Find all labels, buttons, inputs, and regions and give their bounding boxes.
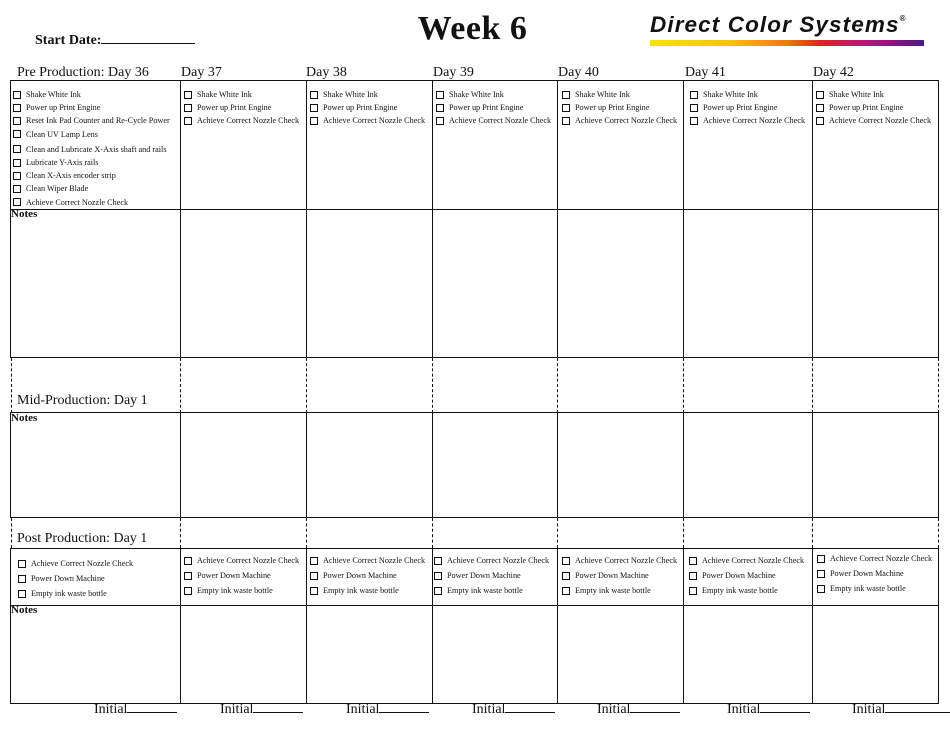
checkbox-icon[interactable]: [817, 570, 825, 578]
checkbox-icon[interactable]: [184, 91, 192, 99]
logo-color-bar: [650, 40, 924, 46]
checklist-item[interactable]: Shake White Ink: [690, 88, 805, 101]
checklist-item[interactable]: Power up Print Engine: [816, 101, 931, 114]
checklist-item[interactable]: Achieve Correct Nozzle Check: [18, 557, 133, 572]
day-header-37: Day 37: [181, 65, 222, 80]
checkbox-icon[interactable]: [690, 104, 698, 112]
checkbox-icon[interactable]: [689, 572, 697, 580]
post-checklist-day-1: [18, 557, 133, 601]
post-checklist-day-40: [562, 554, 677, 598]
checklist-item[interactable]: Shake White Ink: [816, 88, 931, 101]
checklist-item[interactable]: Power Down Machine: [184, 569, 299, 584]
checkbox-icon[interactable]: [434, 587, 442, 595]
notes-label-post: Notes: [11, 604, 38, 616]
checklist-item[interactable]: Power Down Machine: [689, 569, 804, 584]
checkbox-icon[interactable]: [816, 104, 824, 112]
checkbox-icon[interactable]: [13, 185, 21, 193]
post-checklist-day-41: [689, 554, 804, 598]
day-header-38: Day 38: [306, 65, 347, 80]
checkbox-icon[interactable]: [18, 560, 26, 568]
checklist-item[interactable]: Shake White Ink: [184, 88, 299, 101]
checklist-item[interactable]: Achieve Correct Nozzle Check: [689, 554, 804, 569]
initial-field-2[interactable]: Initial: [220, 701, 303, 718]
checklist-item[interactable]: Achieve Correct Nozzle Check: [434, 554, 549, 569]
initial-field-6[interactable]: Initial: [727, 701, 810, 718]
checkbox-icon[interactable]: [13, 172, 21, 180]
page-title: Week 6: [417, 10, 528, 47]
checklist-day-36: [13, 88, 170, 209]
checkbox-icon[interactable]: [13, 159, 21, 167]
post-production-label: Post Production: Day 1: [17, 531, 148, 546]
checklist-item[interactable]: Achieve Correct Nozzle Check: [310, 114, 425, 127]
checkbox-icon[interactable]: [690, 91, 698, 99]
day-header-36: Pre Production: Day 36: [17, 65, 149, 80]
checklist-item[interactable]: Power up Print Engine: [184, 101, 299, 114]
checkbox-icon[interactable]: [184, 587, 192, 595]
day-header-40: Day 40: [558, 65, 599, 80]
checkbox-icon[interactable]: [562, 587, 570, 595]
day-header-42: Day 42: [813, 65, 854, 80]
checkbox-icon[interactable]: [310, 557, 318, 565]
checklist-item[interactable]: Shake White Ink: [436, 88, 551, 101]
checkbox-icon[interactable]: [817, 585, 825, 593]
initial-field-7[interactable]: Initial: [852, 701, 950, 718]
checklist-item[interactable]: Achieve Correct Nozzle Check: [690, 114, 805, 127]
checklist-item[interactable]: Achieve Correct Nozzle Check: [436, 114, 551, 127]
checklist-item[interactable]: Empty ink waste bottle: [184, 584, 299, 599]
checklist-item[interactable]: Achieve Correct Nozzle Check: [562, 554, 677, 569]
company-logo: [650, 12, 935, 46]
checkbox-icon[interactable]: [562, 91, 570, 99]
checkbox-icon[interactable]: [13, 117, 21, 125]
initial-field-4[interactable]: Initial: [472, 701, 555, 718]
checklist-day-37: [184, 88, 299, 128]
logo-wordmark: Direct Color Systems®: [650, 12, 906, 37]
checkbox-icon[interactable]: [562, 572, 570, 580]
checklist-day-40: [562, 88, 677, 128]
checklist-item[interactable]: Power up Print Engine: [690, 101, 805, 114]
checklist-item[interactable]: Reset Ink Pad Counter and Re-Cycle Power: [13, 114, 170, 127]
checkbox-icon[interactable]: [184, 117, 192, 125]
post-checklist-day-42: [817, 552, 932, 596]
checkbox-icon[interactable]: [562, 117, 570, 125]
checkbox-icon[interactable]: [13, 198, 21, 206]
checklist-item[interactable]: Empty ink waste bottle: [310, 584, 425, 599]
checklist-item[interactable]: Shake White Ink: [562, 88, 677, 101]
checkbox-icon[interactable]: [436, 117, 444, 125]
checklist-item[interactable]: Power Down Machine: [434, 569, 549, 584]
checklist-item[interactable]: Power Down Machine: [817, 567, 932, 582]
checklist-item[interactable]: Clean UV Lamp Lens: [13, 128, 170, 141]
checklist-item[interactable]: Achieve Correct Nozzle Check: [13, 196, 170, 209]
checkbox-icon[interactable]: [816, 117, 824, 125]
checklist-day-39: [436, 88, 551, 128]
post-checklist-day-38: [310, 554, 425, 598]
checkbox-icon[interactable]: [18, 590, 26, 598]
checkbox-icon[interactable]: [310, 587, 318, 595]
checklist-item[interactable]: Empty ink waste bottle: [434, 584, 549, 599]
checkbox-icon[interactable]: [817, 555, 825, 563]
checkbox-icon[interactable]: [13, 130, 21, 138]
checklist-day-41: [690, 88, 805, 128]
checkbox-icon[interactable]: [184, 557, 192, 565]
checkbox-icon[interactable]: [434, 572, 442, 580]
checkbox-icon[interactable]: [13, 104, 21, 112]
checklist-item[interactable]: Clean Wiper Blade: [13, 182, 170, 195]
checkbox-icon[interactable]: [562, 557, 570, 565]
checklist-item[interactable]: Clean and Lubricate X-Axis shaft and rails: [13, 143, 170, 156]
checklist-item[interactable]: Clean X-Axis encoder strip: [13, 169, 170, 182]
initial-field-1[interactable]: Initial: [94, 701, 177, 718]
day-header-41: Day 41: [685, 65, 726, 80]
checklist-item[interactable]: Power Down Machine: [310, 569, 425, 584]
checkbox-icon[interactable]: [434, 557, 442, 565]
checklist-item[interactable]: Empty ink waste bottle: [18, 587, 133, 602]
checklist-item[interactable]: Achieve Correct Nozzle Check: [816, 114, 931, 127]
checkbox-icon[interactable]: [690, 117, 698, 125]
checklist-item[interactable]: Power Down Machine: [18, 572, 133, 587]
checklist-item[interactable]: Empty ink waste bottle: [562, 584, 677, 599]
checklist-item[interactable]: Shake White Ink: [310, 88, 425, 101]
checklist-item[interactable]: Power up Print Engine: [13, 101, 170, 114]
checklist-item[interactable]: Power up Print Engine: [562, 101, 677, 114]
checklist-item[interactable]: Power up Print Engine: [436, 101, 551, 114]
start-date-label: Start Date:: [35, 33, 102, 48]
checklist-item[interactable]: Achieve Correct Nozzle Check: [184, 114, 299, 127]
checkbox-icon[interactable]: [310, 572, 318, 580]
notes-label-mid: Notes: [11, 412, 38, 424]
checkbox-icon[interactable]: [562, 104, 570, 112]
checklist-item[interactable]: Achieve Correct Nozzle Check: [562, 114, 677, 127]
checklist-item[interactable]: Empty ink waste bottle: [689, 584, 804, 599]
checkbox-icon[interactable]: [310, 104, 318, 112]
pre-production-divider: [10, 209, 939, 210]
checklist-item[interactable]: Shake White Ink: [13, 88, 170, 101]
checkbox-icon[interactable]: [816, 91, 824, 99]
checklist-item[interactable]: Power up Print Engine: [310, 101, 425, 114]
checkbox-icon[interactable]: [310, 117, 318, 125]
notes-label-pre: Notes: [11, 208, 38, 220]
mid-production-label: Mid-Production: Day 1: [17, 393, 148, 408]
checklist-item[interactable]: Achieve Correct Nozzle Check: [817, 552, 932, 567]
checkbox-icon[interactable]: [310, 91, 318, 99]
checklist-item[interactable]: Empty ink waste bottle: [817, 582, 932, 597]
mid-production-box: [10, 412, 939, 518]
checklist-item[interactable]: Power Down Machine: [562, 569, 677, 584]
checkbox-icon[interactable]: [689, 557, 697, 565]
checkbox-icon[interactable]: [13, 91, 21, 99]
checklist-item[interactable]: Achieve Correct Nozzle Check: [310, 554, 425, 569]
checkbox-icon[interactable]: [436, 91, 444, 99]
checkbox-icon[interactable]: [184, 104, 192, 112]
checkbox-icon[interactable]: [18, 575, 26, 583]
checklist-day-38: [310, 88, 425, 128]
checkbox-icon[interactable]: [184, 572, 192, 580]
initial-field-3[interactable]: Initial: [346, 701, 429, 718]
checkbox-icon[interactable]: [436, 104, 444, 112]
checkbox-icon[interactable]: [689, 587, 697, 595]
checkbox-icon[interactable]: [13, 145, 21, 153]
post-checklist-day-39: [434, 554, 549, 598]
checklist-item[interactable]: Achieve Correct Nozzle Check: [184, 554, 299, 569]
checklist-day-42: [816, 88, 931, 128]
day-header-39: Day 39: [433, 65, 474, 80]
checklist-item[interactable]: Lubricate Y-Axis rails: [13, 156, 170, 169]
initial-field-5[interactable]: Initial: [597, 701, 680, 718]
post-checklist-day-37: [184, 554, 299, 598]
